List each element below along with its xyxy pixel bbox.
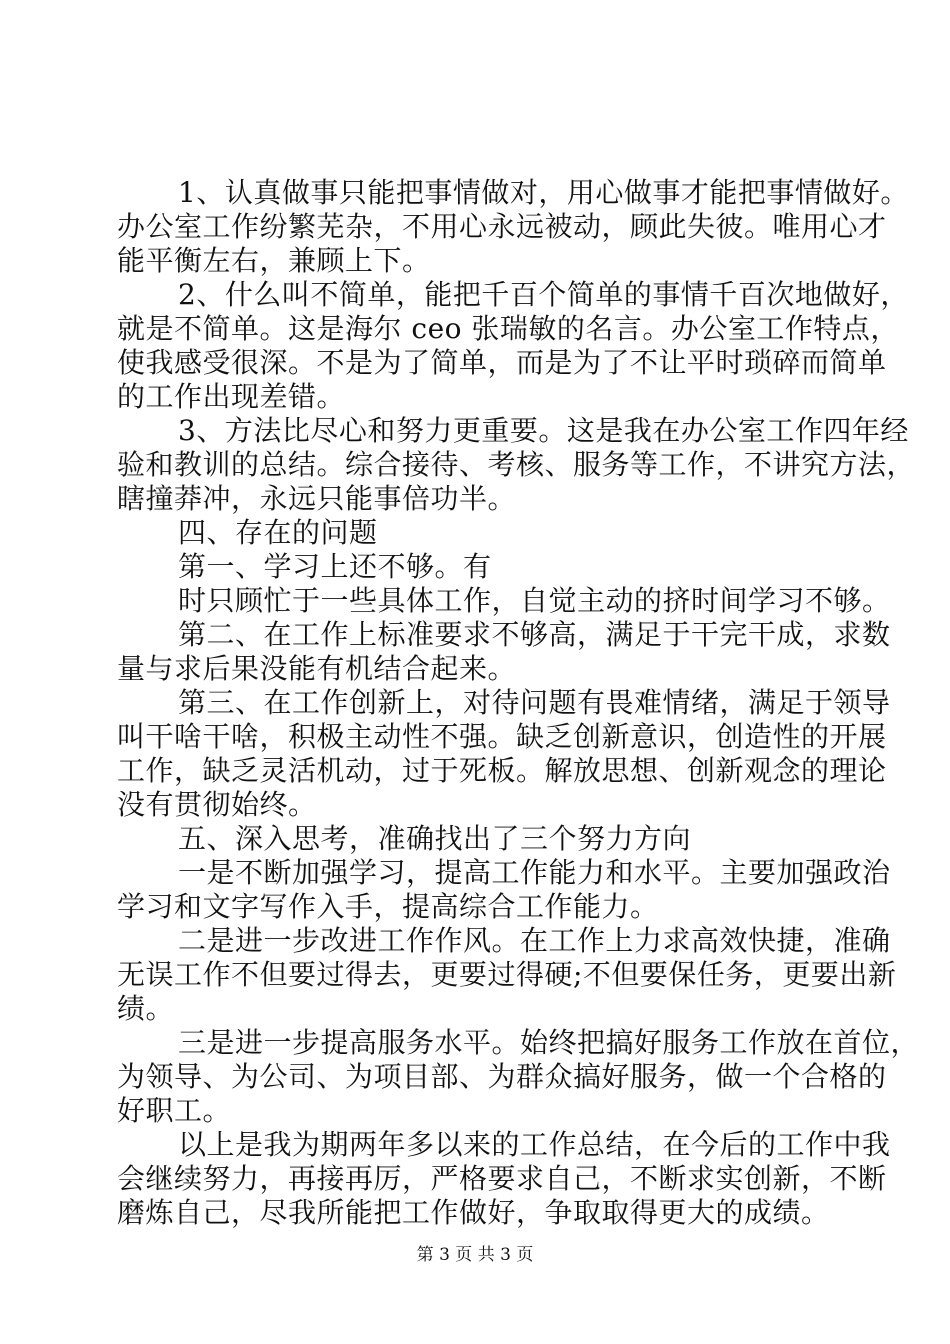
paragraph-9-line-1: 三是进一步提高服务水平。始终把搞好服务工作放在首位， bbox=[178, 1026, 920, 1059]
paragraph-1-line-2: 办公室工作纷繁芜杂，不用心永远被动，顾此失彼。唯用心才 bbox=[117, 210, 887, 243]
paragraph-6-line-2: 叫干啥干啥，积极主动性不强。缺乏创新意识，创造性的开展 bbox=[117, 720, 887, 753]
paragraph-1-line-1: 1、认真做事只能把事情做对，用心做事才能把事情做好。 bbox=[178, 176, 909, 209]
paragraph-10-line-2: 会继续努力，再接再厉，严格要求自己，不断求实创新，不断 bbox=[117, 1162, 887, 1195]
paragraph-8-line-2: 无误工作不但要过得去，更要过得硬;不但要保任务，更要出新 bbox=[117, 958, 897, 991]
paragraph-6-line-4: 没有贯彻始终。 bbox=[117, 788, 317, 821]
paragraph-7-line-2: 学习和文字写作入手，提高综合工作能力。 bbox=[117, 890, 659, 923]
section-heading-5: 五、深入思考，准确找出了三个努力方向 bbox=[178, 822, 692, 855]
paragraph-2-line-4: 的工作出现差错。 bbox=[117, 380, 346, 413]
paragraph-7-line-1: 一是不断加强学习，提高工作能力和水平。主要加强政治 bbox=[178, 856, 891, 889]
paragraph-9-line-3: 好职工。 bbox=[117, 1094, 232, 1127]
page-footer: 第 3 页 共 3 页 bbox=[416, 1245, 534, 1265]
paragraph-4-line-1: 第一、学习上还不够。有 bbox=[178, 550, 492, 583]
paragraph-3-line-2: 验和教训的总结。综合接待、考核、服务等工作，不讲究方法， bbox=[117, 448, 916, 481]
paragraph-2-line-2: 就是不简单。这是海尔 ceo 张瑞敏的名言。办公室工作特点， bbox=[117, 312, 899, 345]
paragraph-8-line-3: 绩。 bbox=[117, 992, 175, 1025]
paragraph-2-line-3: 使我感受很深。不是为了简单，而是为了不让平时琐碎而简单 bbox=[117, 346, 887, 379]
paragraph-6-line-1: 第三、在工作创新上，对待问题有畏难情绪，满足于领导 bbox=[178, 686, 891, 719]
paragraph-8-line-1: 二是进一步改进工作作风。在工作上力求高效快捷，准确 bbox=[178, 924, 891, 957]
paragraph-9-line-2: 为领导、为公司、为项目部、为群众搞好服务，做一个合格的 bbox=[117, 1060, 887, 1093]
paragraph-6-line-3: 工作，缺乏灵活机动，过于死板。解放思想、创新观念的理论 bbox=[117, 754, 887, 787]
paragraph-1-line-3: 能平衡左右，兼顾上下。 bbox=[117, 244, 431, 277]
paragraph-10-line-3: 磨炼自己，尽我所能把工作做好，争取取得更大的成绩。 bbox=[117, 1196, 830, 1229]
paragraph-2-line-1: 2、什么叫不简单，能把千百个简单的事情千百次地做好， bbox=[178, 278, 909, 311]
section-heading-4: 四、存在的问题 bbox=[178, 516, 378, 549]
paragraph-3-line-3: 瞎撞莽冲，永远只能事倍功半。 bbox=[117, 482, 517, 515]
paragraph-5-line-2: 量与求后果没能有机结合起来。 bbox=[117, 652, 517, 685]
paragraph-3-line-1: 3、方法比尽心和努力更重要。这是我在办公室工作四年经 bbox=[178, 414, 909, 447]
paragraph-5-line-1: 第二、在工作上标准要求不够高，满足于干完干成，求数 bbox=[178, 618, 891, 651]
paragraph-10-line-1: 以上是我为期两年多以来的工作总结，在今后的工作中我 bbox=[178, 1128, 891, 1161]
paragraph-4-line-2: 时只顾忙于一些具体工作，自觉主动的挤时间学习不够。 bbox=[178, 584, 891, 617]
